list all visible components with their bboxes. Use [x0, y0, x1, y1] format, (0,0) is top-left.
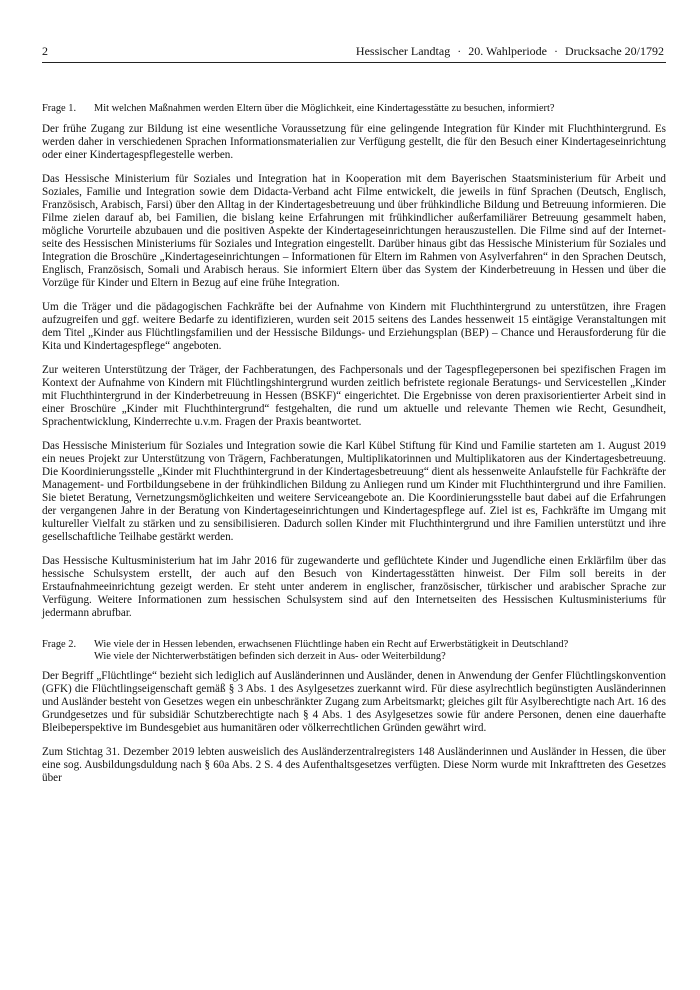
question-text [94, 103, 666, 115]
answer-paragraph: Zur weiteren Unterstützung der Träger, der Fachberatungen, des Fachpersonals und der Tagespflegepersonen bei spezifischen Fragen im Kontext der Aufnahme von Kindern mit Flüchtlingshintergrund wurden zeitlich befristete regionale Beratungs- und Servicestellen „Kinder mit Fluchthintergrund in der Kinderbetreuung in Hessen (BSKF)“ eingerichtet. Die Ergebnisse von deren praxisorientierter Arbeit sind in einer Broschüre „Kinder mit Fluchthintergrund“ festgehalten, die rund um aktuelle und relevante Themen wie Recht, Gesundheit, Sprachentwicklung, Kinderrechte u.v.m. Fragen der Praxis beantwortet. [42, 363, 666, 428]
question-line: Wie viele der in Hessen lebenden, erwachsenen Flüchtlinge haben ein Recht auf Erwerbstätigkeit in Deutschland? [94, 638, 569, 650]
answer-paragraph: Das Hessische Kultusministerium hat im Jahr 2016 für zugewanderte und geflüchtete Kinder und Jugendliche einen Erklärfilm über das hessische Schulsystem erstellt, der auch auf den Besuch von Kindertagesstätten hinweist. Der Film soll bereits in der Erstaufnahmeeinrichtung gezeigt werden. Er steht unter anderem in englischer, französischer, türkischer und arabischer Sprache zur Verfügung. Weitere Informationen zum hessischen Schulsystem sind auf den Internetseiten des Hessischen Kultusministeriums für jedermann abrufbar. [42, 554, 666, 619]
header-document: Drucksache 20/1792 [565, 44, 664, 58]
answer-paragraph: Das Hessische Ministerium für Soziales und Integration sowie die Karl Kübel Stiftung für Kind und Familie starteten am 1. August 2019 ein neues Projekt zur Unterstützung von Trägern, Fachberatungen, Multiplikatorinnen und Multiplikatoren aus der Kindertagesbetreuung. Die Koordinierungsstelle „Kinder mit Fluchthintergrund in der Kindertagesbetreuung“ dient als hessenweite Anlaufstelle für Fachkräfte der Management- und Fortbildungsebene in der frühkindlichen Bildung zu Anliegen rund um Kinder mit Fluchthintergrund und ihre Familien. Sie bietet Beratung, Vernetzungsmöglichkeiten und weitere Serviceangebote an. Die Koordinierungsstelle baut dabei auf die Erfahrungen der vergangenen Jahre in der Beratung von Kindertageseinrichtungen und Kindertagespflege auf. Ziel ist es, Fachkräfte im Umgang mit kultureller Vielfalt zu stärken und zu sensibilisieren. Dadurch sollen Kinder mit Fluchthintergrund und ihre Familien unterstützt und ihre gesellschaftliche Teilhabe gestärkt werden. [42, 439, 666, 543]
header-parliament: Hessischer Landtag [355, 44, 451, 58]
question-line: Wie viele der Nichterwerbstätigen befinden sich derzeit in Aus- oder Weiterbildung? [94, 650, 446, 662]
header-separator: · [457, 44, 462, 58]
question-2 [42, 639, 666, 663]
header-meta [354, 44, 666, 59]
question-text [94, 639, 666, 663]
header-period: 20. Wahlperiode [468, 44, 548, 58]
answer-paragraph: Der frühe Zugang zur Bildung ist eine wesentliche Voraussetzung für eine gelingende Integration für Kinder mit Fluchthintergrund. Es werden daher in verschiedenen Sprachen Informationsmaterialien zur Verfügung gestellt, die für den Besuch einer Kindertageseinrichtung oder einer Kindertagespflegestelle werben. [42, 122, 666, 161]
page-header [42, 44, 666, 63]
answer-paragraph: Um die Träger und die pädagogischen Fachkräfte bei der Aufnahme von Kindern mit Fluchthintergrund zu unterstützen, ihre Fragen aufzugreifen und ggf. weitere Bedarfe zu identifizieren, wurden seit 2015 seitens des Landes hessenweit 15 eintägige Veranstaltungen mit dem Titel „Kinder aus Flüchtlingsfamilien und der Hessische Bildungs- und Erziehungsplan (BEP) – Chance und Herausforderung für die Kita und Kindertagespflege“ angeboten. [42, 300, 666, 352]
question-line: Mit welchen Maßnahmen werden Eltern über die Möglichkeit, eine Kindertagesstätte zu besuchen, informiert? [94, 103, 555, 114]
header-separator: · [554, 44, 559, 58]
question-1 [42, 103, 666, 115]
question-label: Frage 2. [42, 638, 77, 650]
answer-paragraph: Zum Stichtag 31. Dezember 2019 lebten ausweislich des Ausländerzentralregisters 148 Ausländerinnen und Ausländer in Hessen, die über eine sog. Ausbildungsduldung nach § 60a Abs. 2 S. 4 des Aufenthaltsgesetzes verfügten. Diese Norm wurde mit Inkrafttreten des Gesetzes über [42, 746, 666, 785]
page-number: 2 [42, 44, 48, 58]
document-body [42, 103, 666, 796]
answer-paragraph: Das Hessische Ministerium für Soziales und Integration hat in Kooperation mit dem Bayerischen Staatsministerium für Arbeit und Soziales, Familie und Integration sowie dem Didacta-Verband acht Filme entwickelt, die jeweils in fünf Sprachen (Deutsch, Englisch, Französisch, Arabisch, Farsi) über den Alltag in der Kindertagesbetreuung und über frühkindliche Bildung und Betreuung informieren. Die Filme zielen darauf ab, bei Familien, die bislang keine Erfahrungen mit frühkindlicher außerfamiliärer Betreuung gesammelt haben, mögliche Vorurteile abzubauen und die positiven Aspekte der Kindertageseinrichtungen herauszustellen. Die Filme sind auf der Internetseite des Hessischen Ministeriums für Soziales und Integration eingestellt. Darüber hinaus gibt das Hessische Ministerium für Soziales und Integration die Broschüre „Kindertageseinrichtungen – Informationen für Eltern im Rahmen von Asylverfahren“ in den Sprachen Deutsch, Englisch, Französisch, Somali und Arabisch heraus. Sie informiert Eltern über das System der Kinderbetreuung in Hessen und über die Vorzüge für Kinder und Eltern in Bezug auf eine frühe Integration. [42, 172, 666, 289]
answer-paragraph: Der Begriff „Flüchtlinge“ bezieht sich lediglich auf Ausländerinnen und Ausländer, denen in Anwendung der Genfer Flüchtlingskonvention (GFK) die Flüchtlingseigenschaft gemäß § 3 Abs. 1 des Asylgesetzes zuerkannt wird. Für diese asylrechtlich begünstigten Ausländerinnen und Ausländer besteht von Gesetzes wegen ein unbeschränkter Zugang zum Arbeitsmarkt; gleiches gilt für Asylberechtigte nach Art. 16 des Grundgesetzes und für subsidiär Schutzberechtigte nach § 4 Abs. 1 des Asylgesetzes sowie für andere Personen, denen eine dauerhafte Bleibeperspektive im Bundesgebiet aus humanitären oder völkerrechtlichen Gründen gewährt wird. [42, 670, 666, 735]
question-label: Frage 1. [42, 103, 77, 114]
